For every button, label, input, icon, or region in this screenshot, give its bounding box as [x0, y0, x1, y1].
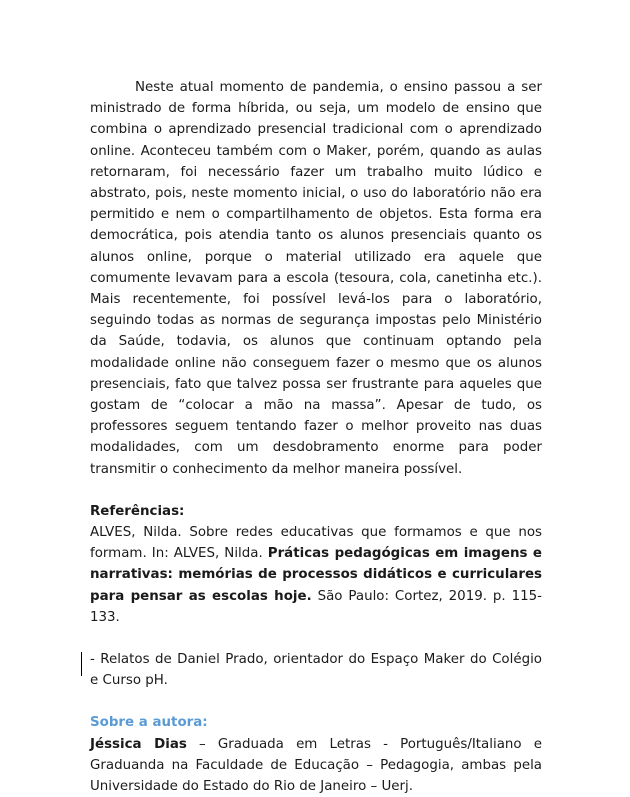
body-paragraph: Neste atual momento de pandemia, o ensino passou a ser ministrado de forma híbrida, ou seja, um modelo de ensino que combina o aprendizado presencial tradicional com o aprendizado online. Aconteceu também com o Maker, porém, quando as aulas retornaram, foi necessário fazer um trabalho muito lúdico e abstrato, pois, neste momento inicial, o uso do laboratório não era permitido e nem o compartilhamento de objetos. Esta forma era democrática, pois atendia tanto os alunos presenciais quanto os alunos online, porque o material utilizado era aquele que comumente levavam para a escola (tesoura, cola, canetinha etc.). Mais recentemente, foi possível levá-los para o laboratório, seguindo todas as normas de segurança impostas pelo Ministério da Saúde, todavia, os alunos que continuam optando pela modalidade online não conseguem fazer o mesmo que os alunos presenciais, fato que talvez possa ser frustrante para aqueles que gostam de “colocar a mão na massa”. Apesar de tudo, os professores seguem tentando fazer o melhor proveito nas duas modalidades, com um desdobramento enorme para poder transmitir o conhecimento da melhor maneira possível. — [90, 80, 542, 477]
author-name: Jéssica Dias — [90, 736, 187, 752]
references-heading: Referências: — [90, 503, 185, 519]
spacer — [90, 480, 542, 501]
document-page — [90, 77, 542, 797]
reference-alves-title: Práticas pedagógicas em imagens e narrativas: memórias de processos didáticos e curriculares para pensar as escolas hoje. — [90, 546, 542, 604]
reference-alves-text: ALVES, Nilda. Sobre redes educativas que formamos e que nos formam. In: ALVES, Nilda. — [90, 525, 542, 562]
author-bio — [90, 734, 542, 797]
reference-relatos: - Relatos de Daniel Prado, orientador do Espaço Maker do Colégio e Curso pH. — [90, 652, 542, 689]
text-cursor — [81, 652, 82, 676]
spacer — [90, 628, 542, 649]
author-heading: Sobre a autora: — [90, 715, 208, 731]
reference-alves — [90, 522, 542, 628]
author-separator: – — [186, 736, 206, 752]
spacer — [90, 691, 542, 712]
author-bio-text: Graduada em Letras - Português/Italiano e Graduanda na Faculdade de Educação – Pedagogia, ambas pela Universidade do Estado do Rio de Janeiro – Uerj. — [90, 736, 542, 795]
reference-alves-publisher: São Paulo: Cortez, 2019. p. 115-133. — [90, 588, 542, 625]
